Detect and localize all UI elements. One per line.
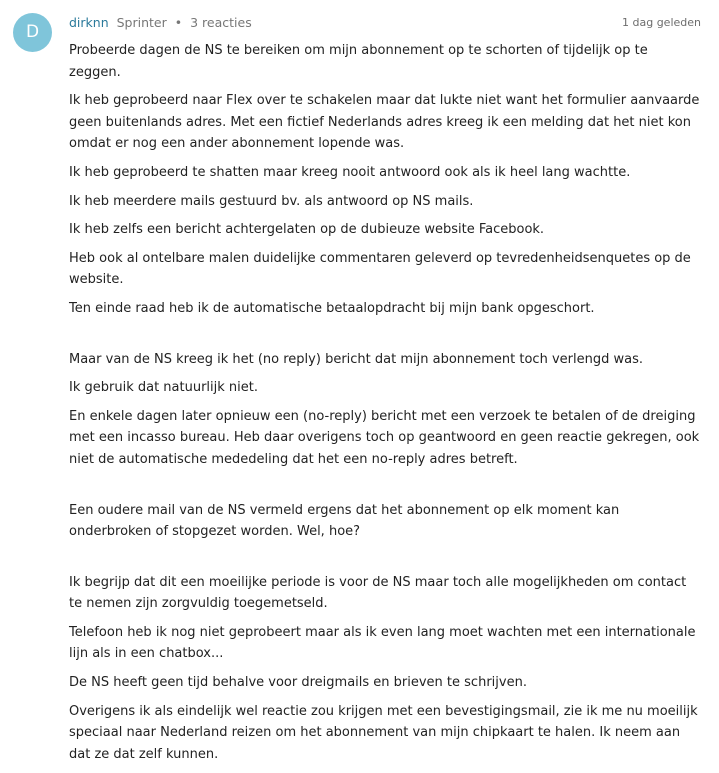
post-paragraph: Ik heb geprobeerd te shatten maar kreeg nooit antwoord ook als ik heel lang wachtte. [69, 164, 631, 180]
separator-dot: • [174, 15, 183, 30]
post-paragraph: Ik heb meerdere mails gestuurd bv. als antwoord op NS mails. [69, 193, 474, 209]
post-paragraph: Overigens ik als eindelijk wel reactie zou krijgen met een bevestigingsmail, zie ik me nu moeilijk speciaal naar Nederland reizen om het abonnement van mijn chipkaart te halen. Ik neem aan dat ze dat zelf kunnen. [69, 703, 698, 762]
reply-count: 3 reacties [190, 15, 252, 30]
post-paragraph: Ik begrijp dat dit een moeilijke periode is voor de NS maar toch alle mogelijkheden om contact te nemen zijn zorgvuldig toegemetseld. [69, 574, 687, 612]
post-paragraph: De NS heeft geen tijd behalve voor dreigmails en brieven te schrijven. [69, 675, 527, 691]
post-paragraph: Telefoon heb ik nog niet geprobeert maar als ik even lang moet wachten met een internationale lijn als in een chatbox... [69, 624, 696, 662]
post-paragraph: Maar van de NS kreeg ik het (no reply) bericht dat mijn abonnement toch verlengd was. [69, 351, 643, 367]
post-paragraph: En enkele dagen later opnieuw een (no-reply) bericht met een verzoek te betalen of de dreiging met een incasso bureau. Heb daar overigens toch op geantwoord en geen reactie gekregen, ook niet de automatische mededeling dat het een no-reply adres betreft. [69, 408, 700, 467]
post-paragraph: Ik heb geprobeerd naar Flex over te schakelen maar dat lukte niet want het formulier aanvaarde geen buitenlands adres. Met een fictief Nederlands adres kreeg ik een melding dat het niet kon omdat er nog een ander abonnement lopende was. [69, 93, 700, 152]
post-paragraph: Ik heb zelfs een bericht achtergelaten op de dubieuze website Facebook. [69, 222, 545, 238]
post-paragraph: Heb ook al ontelbare malen duidelijke commentaren geleverd op tevredenheidsenquetes op de website. [69, 250, 691, 288]
author-link[interactable]: dirknn [69, 15, 109, 30]
post-paragraph: Ten einde raad heb ik de automatische betaalopdracht bij mijn bank opgeschort. [69, 300, 595, 316]
user-rank: Sprinter [116, 15, 167, 30]
post-paragraph: Probeerde dagen de NS te bereiken om mijn abonnement op te schorten of tijdelijk op te zeggen. [69, 43, 648, 80]
post-paragraph: Ik gebruik dat natuurlijk niet. [69, 380, 259, 396]
post-timestamp[interactable]: 1 dag geleden [622, 16, 701, 29]
post-paragraph: Een oudere mail van de NS vermeld ergens dat het abonnement op elk moment kan onderbroken of stopgezet worden. Wel, hoe? [69, 502, 620, 540]
avatar[interactable]: D [13, 13, 52, 52]
post-body [69, 40, 701, 772]
post-header [69, 13, 701, 33]
